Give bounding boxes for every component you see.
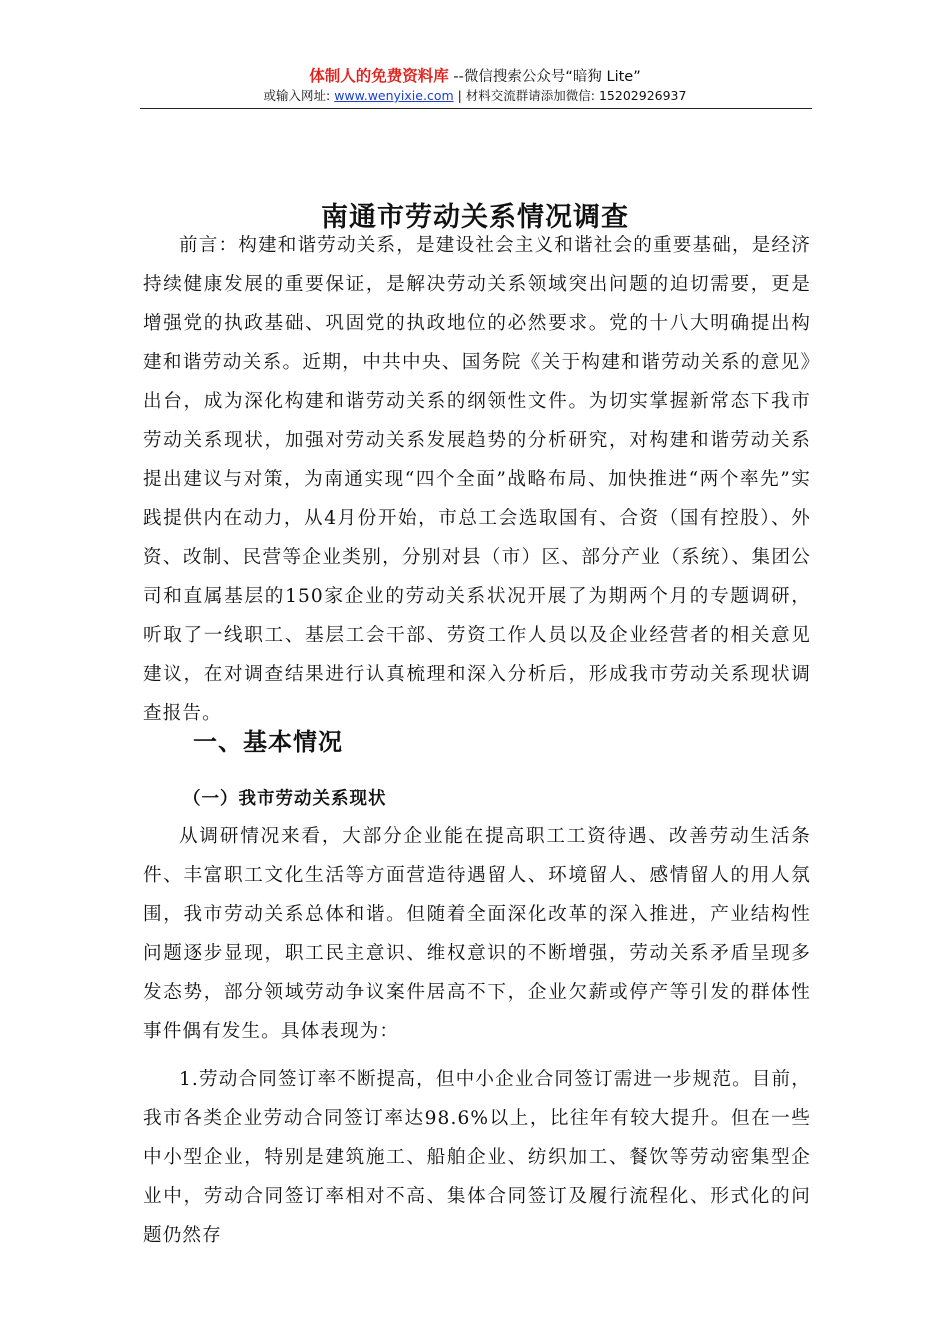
header-contact-suffix: | 材料交流群请添加微信: 15202926937 (453, 88, 687, 103)
item1-paragraph: 1.劳动合同签订率不断提高，但中小企业合同签订需进一步规范。目前，我市各类企业劳动合同签订率达98.6%以上，比往年有较大提升。但在一些中小型企业，特别是建筑施工、船舶企业、纺织加工、餐饮等劳动密集型企业中，劳动合同签订率相对不高、集体合同签订及履行流程化、形式化的问题仍然存 (143, 1069, 811, 1246)
preface-block (143, 226, 811, 733)
intro-paragraph: 从调研情况来看，大部分企业能在提高职工工资待遇、改善劳动生活条件、丰富职工文化生活等方面营造待遇留人、环境留人、感情留人的用人氛围，我市劳动关系总体和谐。但随着全面深化改革的深入推进，产业结构性问题逐步显现，职工民主意识、维权意识的不断增强，劳动关系矛盾呈现多发态势，部分领域劳动争议案件居高不下，企业欠薪或停产等引发的群体性事件偶有发生。具体表现为： (143, 826, 811, 1042)
header-contact-line (140, 87, 810, 105)
header-url-prefix: 或输入网址: (263, 88, 335, 103)
section-heading-basic-situation: 一、基本情况 (193, 728, 343, 756)
document-title: 南通市劳动关系情况调查 (321, 202, 629, 234)
header-divider (140, 108, 812, 109)
item1-block (143, 1060, 811, 1255)
page-header (140, 66, 810, 105)
header-url-link[interactable]: www.wenyixie.com (334, 88, 454, 103)
preface-paragraph: 前言：构建和谐劳动关系，是建设社会主义和谐社会的重要基础，是经济持续健康发展的重要保证，是解决劳动关系领域突出问题的迫切需要，更是增强党的执政基础、巩固党的执政地位的必然要求。党的十八大明确提出构建和谐劳动关系。近期，中共中央、国务院《关于构建和谐劳动关系的意见》出台，成为深化构建和谐劳动关系的纲领性文件。为切实掌握新常态下我市劳动关系现状，加强对劳动关系发展趋势的分析研究，对构建和谐劳动关系提出建议与对策，为南通实现“四个全面”战略布局、加快推进“两个率先”实践提供内在动力，从4月份开始，市总工会选取国有、合资（国有控股）、外资、改制、民营等企业类别，分别对县（市）区、部分产业（系统）、集团公司和直属基层的150家企业的劳动关系状况开展了为期两个月的专题调研，听取了一线职工、基层工会干部、劳资工作人员以及企业经营者的相关意见建议，在对调查结果进行认真梳理和深入分析后，形成我市劳动关系现状调查报告。 (143, 235, 811, 724)
intro-block (143, 817, 811, 1051)
header-brand: 体制人的免费资料库 (309, 67, 449, 85)
header-tagline: --微信搜索公众号“暗狗 Lite” (448, 69, 641, 85)
subsection-heading-current-status: （一）我市劳动关系现状 (183, 789, 387, 809)
header-promo-line (140, 66, 810, 87)
